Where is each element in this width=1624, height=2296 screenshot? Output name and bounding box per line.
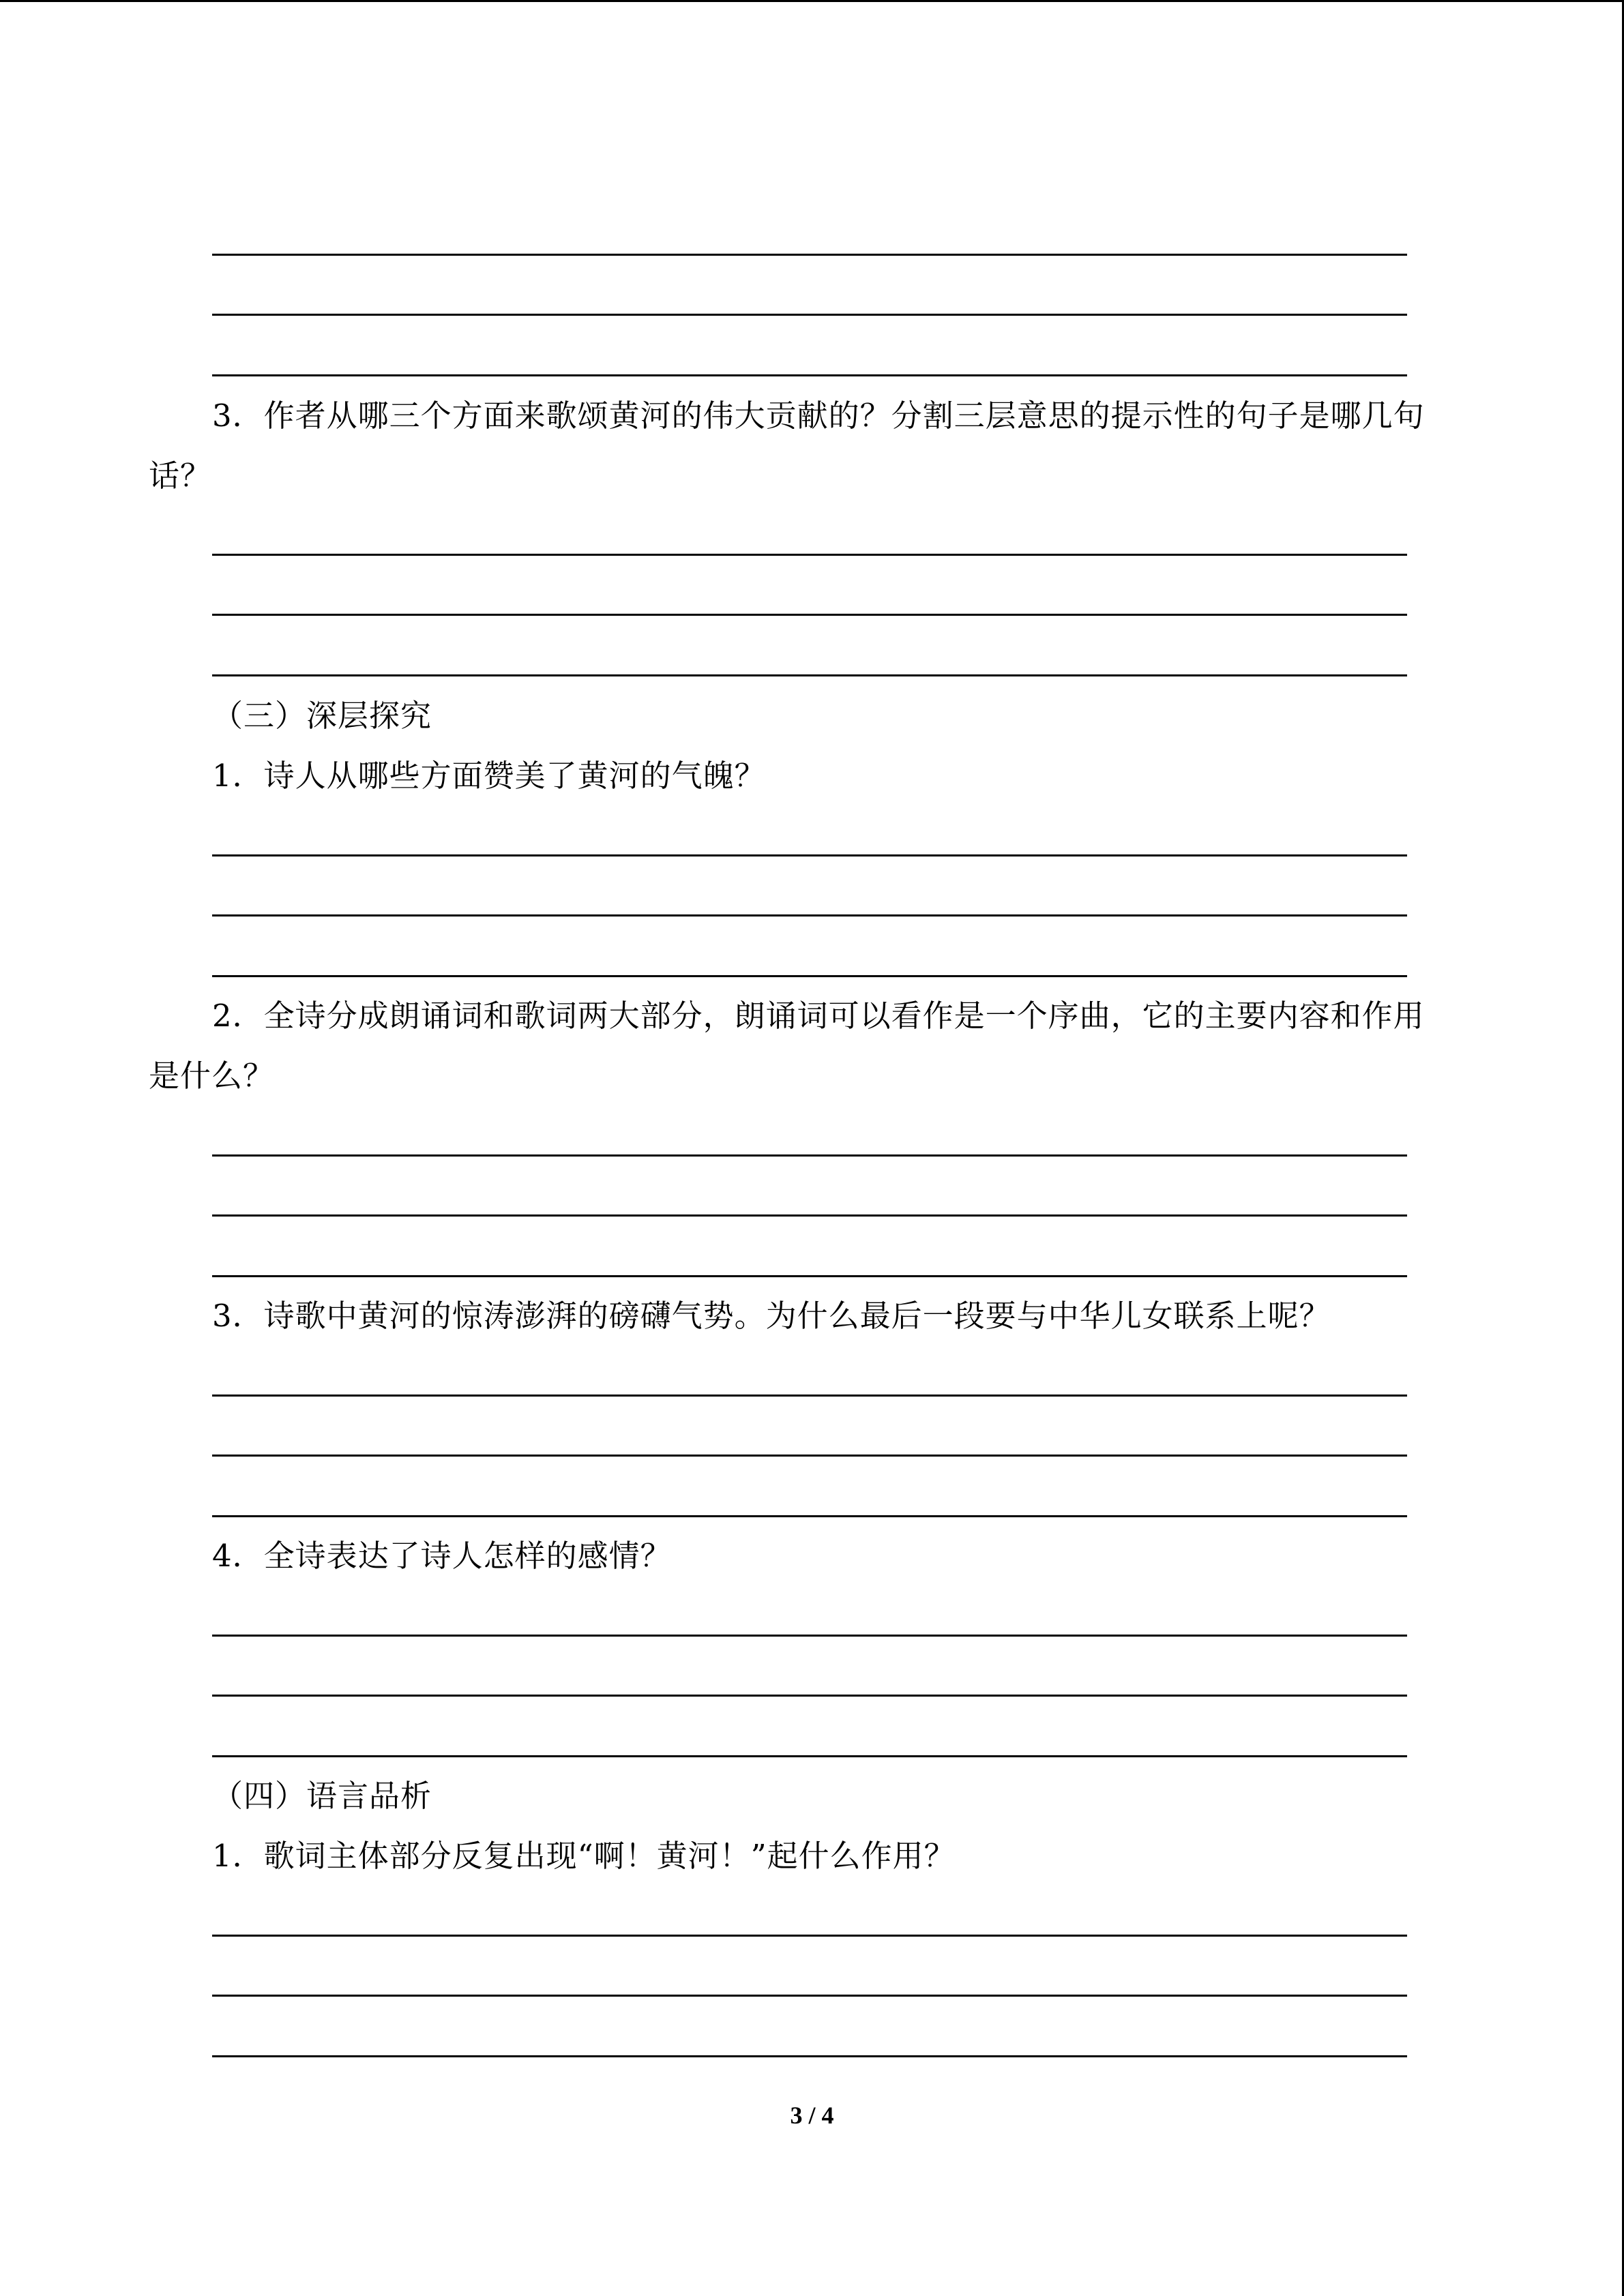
answer-line[interactable] bbox=[212, 1515, 1407, 1517]
answer-line[interactable] bbox=[212, 1935, 1407, 1937]
section-heading: （四）语言品析 bbox=[212, 1778, 432, 1814]
section-heading: （三）深层探究 bbox=[212, 698, 432, 734]
answer-line[interactable] bbox=[212, 854, 1407, 856]
question-text: 1．诗人从哪些方面赞美了黄河的气魄？ bbox=[212, 758, 766, 794]
question-text-continued: 话？ bbox=[149, 458, 212, 494]
question-text: 4．全诗表达了诗人怎样的感情？ bbox=[212, 1538, 672, 1574]
answer-line[interactable] bbox=[212, 1755, 1407, 1757]
answer-line[interactable] bbox=[212, 1695, 1407, 1697]
answer-line[interactable] bbox=[212, 1455, 1407, 1457]
answer-line[interactable] bbox=[212, 554, 1407, 556]
question-text: 2．全诗分成朗诵词和歌词两大部分，朗诵词可以看作是一个序曲，它的主要内容和作用 bbox=[212, 998, 1425, 1034]
answer-line[interactable] bbox=[212, 1635, 1407, 1637]
answer-line[interactable] bbox=[212, 674, 1407, 676]
answer-line[interactable] bbox=[212, 254, 1407, 256]
answer-line[interactable] bbox=[212, 314, 1407, 316]
answer-line[interactable] bbox=[212, 914, 1407, 916]
answer-line[interactable] bbox=[212, 1275, 1407, 1277]
question-text: 1．歌词主体部分反复出现“啊！黄河！”起什么作用？ bbox=[212, 1838, 956, 1874]
question-text: 3．诗歌中黄河的惊涛澎湃的磅礴气势。为什么最后一段要与中华儿女联系上呢？ bbox=[212, 1298, 1331, 1334]
question-text-continued: 是什么？ bbox=[149, 1058, 275, 1094]
answer-line[interactable] bbox=[212, 1214, 1407, 1217]
answer-line[interactable] bbox=[212, 614, 1407, 616]
answer-line[interactable] bbox=[212, 1995, 1407, 1997]
answer-line[interactable] bbox=[212, 374, 1407, 376]
question-text: 3．作者从哪三个方面来歌颂黄河的伟大贡献的？分割三层意思的提示性的句子是哪几句 bbox=[212, 398, 1425, 434]
answer-line[interactable] bbox=[212, 2055, 1407, 2057]
page-number: 3 / 4 bbox=[790, 2102, 834, 2129]
answer-line[interactable] bbox=[212, 1395, 1407, 1397]
answer-line[interactable] bbox=[212, 975, 1407, 977]
answer-line[interactable] bbox=[212, 1154, 1407, 1157]
